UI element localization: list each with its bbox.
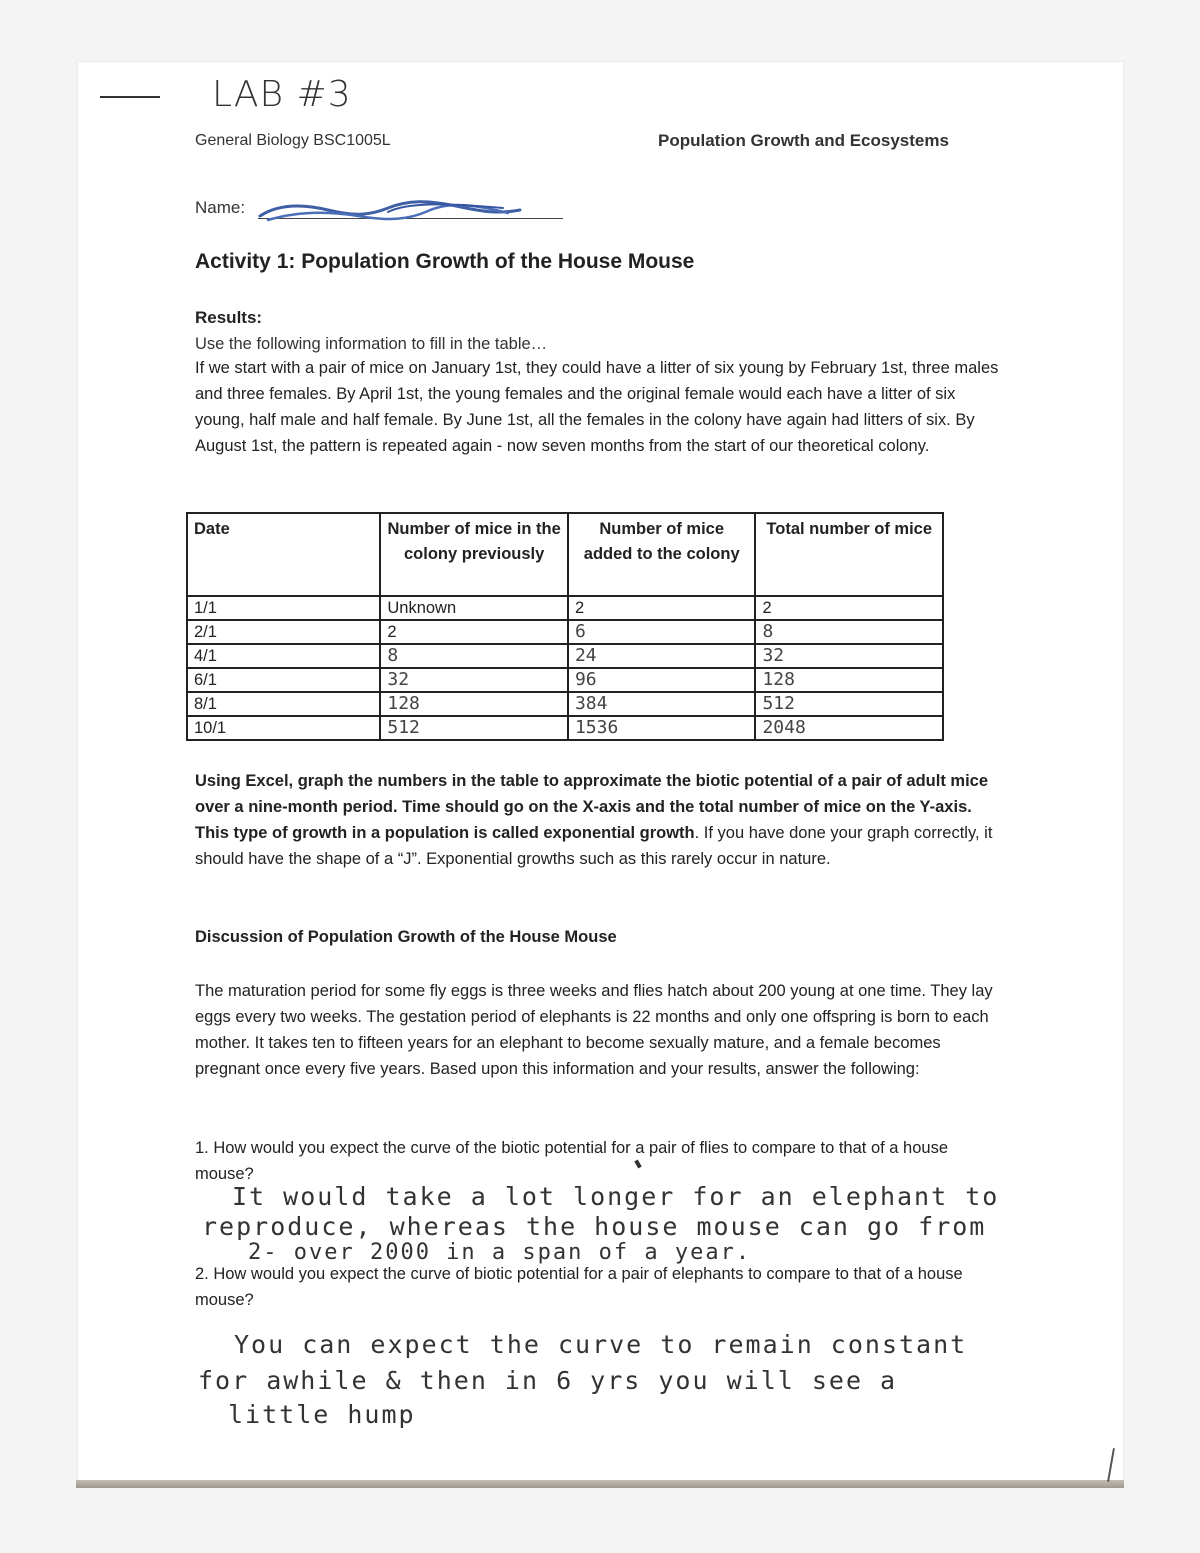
- name-label: Name:: [195, 198, 246, 217]
- previous-cell: 2: [380, 620, 568, 644]
- answer-1-line-3: 2- over 2000 in a span of a year.: [248, 1240, 752, 1265]
- table-row: [187, 644, 943, 668]
- activity-title: Activity 1: Population Growth of the House Mouse: [195, 250, 695, 273]
- answer-2-line-3: little hump: [228, 1400, 416, 1429]
- population-table: [186, 512, 944, 741]
- date-cell: 1/1: [187, 596, 380, 620]
- table-row: [187, 620, 943, 644]
- total-cell: 512: [755, 692, 943, 716]
- date-cell: 4/1: [187, 644, 380, 668]
- added-cell: 24: [568, 644, 756, 668]
- redaction-scribble-icon: [258, 198, 528, 226]
- table-header-row: [187, 513, 943, 596]
- question-1: 1. How would you expect the curve of the biotic potential for a pair of flies to compare to that of a house mouse?: [195, 1139, 949, 1183]
- results-instruction: Use the following information to fill in the table…: [195, 335, 548, 353]
- question-2: 2. How would you expect the curve of biotic potential for a pair of elephants to compare to that of a house mouse?: [195, 1265, 963, 1309]
- added-cell: 2: [568, 596, 756, 620]
- previous-cell: 512: [380, 716, 568, 740]
- graph-instructions-part1: Using Excel, graph the numbers in the table to approximate the biotic potential of a pair of adult mice over a nine-month period. Time should go on the X-axis and the total number of mice on the Y-axis. This type of growth in a population is called: [195, 772, 989, 842]
- answer-1-line-2: reproduce, whereas the house mouse can go from: [202, 1212, 987, 1241]
- graph-instructions-part2: . If you have done your graph correctly, it should have the shape of a “J”. Exponential growths such as this rarely occur in nature.: [195, 824, 993, 868]
- date-cell: 10/1: [187, 716, 380, 740]
- date-cell: 6/1: [187, 668, 380, 692]
- table-row: [187, 692, 943, 716]
- previous-cell: 8: [380, 644, 568, 668]
- answer-2-line-2: for awhile & then in 6 yrs you will see a: [198, 1366, 898, 1395]
- discussion-paragraph: The maturation period for some fly eggs is three weeks and flies hatch about 200 young at one time. They lay eggs every two weeks. The gestation period of elephants is 22 months and only one offspring is born to each mother. It takes ten to fifteen years for an elephant to become sexually mature, and a female becomes pregnant once every five years. Based upon this information and your results, answer the following:: [195, 982, 993, 1078]
- table-row: [187, 596, 943, 620]
- added-header: Number of mice added to the colony: [568, 513, 756, 596]
- total-cell: 32: [755, 644, 943, 668]
- total-cell: 8: [755, 620, 943, 644]
- added-cell: 96: [568, 668, 756, 692]
- added-cell: 384: [568, 692, 756, 716]
- discussion-title: Discussion of Population Growth of the House Mouse: [195, 928, 617, 946]
- exponential-growth-term: exponential growth: [543, 824, 695, 842]
- date-cell: 8/1: [187, 692, 380, 716]
- answer-2-line-1: You can expect the curve to remain constant: [234, 1330, 968, 1359]
- total-cell: 128: [755, 668, 943, 692]
- page-edge-shadow: [76, 1480, 1124, 1488]
- margin-mark: [100, 96, 160, 98]
- total-header: Total number of mice: [755, 513, 943, 596]
- intro-paragraph: If we start with a pair of mice on January 1st, they could have a litter of six young by February 1st, three males and three females. By April 1st, the young females and the original female would each have a litter of six young, half male and half female. By June 1st, all the females in the colony have again had litters of six. By August 1st, the pattern is repeated again - now seven months from the start of our theoretical colony.: [195, 359, 999, 455]
- date-cell: 2/1: [187, 620, 380, 644]
- answer-1-line-1: It would take a lot longer for an elephant to: [232, 1182, 1000, 1211]
- lab-title: LAB #3: [212, 74, 352, 115]
- date-header: Date: [187, 513, 380, 596]
- previous-header: Number of mice in the colony previously: [380, 513, 568, 596]
- previous-cell: Unknown: [380, 596, 568, 620]
- previous-cell: 32: [380, 668, 568, 692]
- results-label: Results:: [195, 308, 263, 327]
- table-row: [187, 668, 943, 692]
- course-title: General Biology BSC1005L: [195, 132, 391, 149]
- total-cell: 2048: [755, 716, 943, 740]
- added-cell: 6: [568, 620, 756, 644]
- previous-cell: 128: [380, 692, 568, 716]
- topic-title: Population Growth and Ecosystems: [658, 131, 949, 150]
- total-cell: 2: [755, 596, 943, 620]
- graph-instructions: [195, 768, 1005, 872]
- added-cell: 1536: [568, 716, 756, 740]
- table-row: [187, 716, 943, 740]
